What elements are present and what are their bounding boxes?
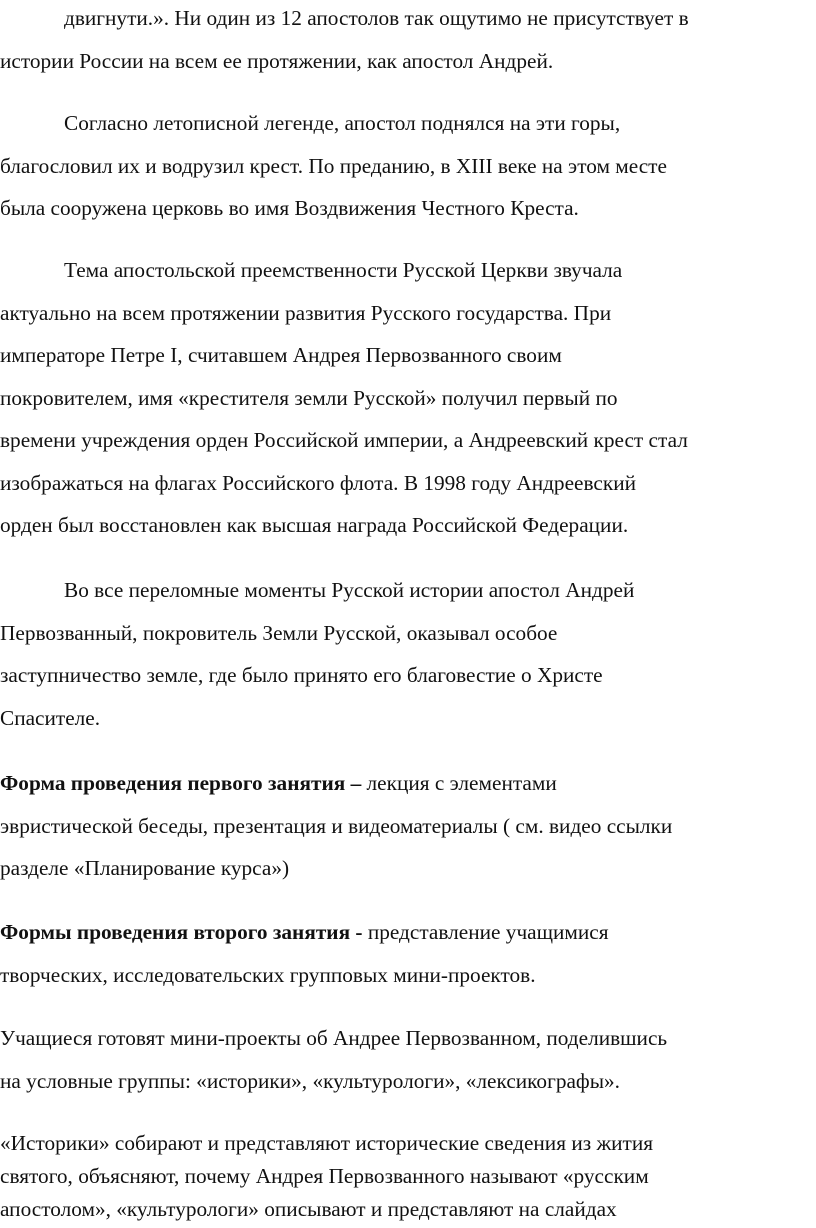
paragraph (0, 1127, 816, 1226)
paragraph (0, 0, 816, 82)
text-line: актуально на всем протяжении развития Русского государства. При (0, 300, 612, 325)
text-line: императоре Петре I, считавшем Андрея Первозванного своим (0, 343, 562, 367)
text-line (0, 762, 816, 805)
paragraph-second-lesson-form (0, 911, 816, 996)
text-line: разделе «Планирование курса») (0, 856, 290, 880)
text-line: на условные группы: «историки», «культурологи», «лексикографы». (0, 1068, 621, 1093)
text-run: представление учащимися (362, 920, 609, 944)
text-line: изображаться на флагах Российского флота. В 1998 году Андреевский (0, 470, 637, 495)
text-line: Тема апостольской преемственности Русской Церкви звучала (64, 258, 623, 282)
paragraph (0, 1017, 816, 1102)
paragraph (0, 102, 816, 230)
text-line: Спасителе. (0, 705, 101, 730)
text-line: покровителем, имя «крестителя земли Русской» получил первый по (0, 385, 618, 410)
paragraph-mini-projects (0, 1017, 816, 1102)
text-line: заступничество земле, где было принято его благовестие о Христе (0, 663, 603, 687)
paragraph-continuation (0, 0, 816, 82)
text-line: Согласно летописной легенде, апостол поднялся на эти горы, (64, 111, 621, 135)
text-line: апостолом», «культурологи» описывают и представляют на слайдах (0, 1197, 617, 1221)
text-line: святого, объясняют, почему Андрея Первозванного называют «русским (0, 1164, 649, 1188)
text-line: орден был восстановлен как высшая награда Российской Федерации. (0, 513, 629, 537)
text-line: истории России на всем ее протяжении, как апостол Андрей. (0, 48, 554, 73)
text-line: творческих, исследовательских групповых мини-проектов. (0, 962, 536, 987)
text-line: благословил их и водрузил крест. По преданию, в XIII веке на этом месте (0, 153, 667, 178)
paragraph (0, 249, 816, 547)
text-line: двигнути.». Ни один из 12 апостолов так ощутимо не присутствует в (64, 6, 689, 30)
paragraph (0, 762, 816, 890)
text-line (0, 911, 816, 954)
text-line: Учащиеся готовят мини-проекты об Андрее Первозванном, поделившись (0, 1026, 668, 1050)
paragraph-first-lesson-form (0, 762, 816, 890)
text-line: была сооружена церковь во имя Воздвижения Честного Креста. (0, 196, 579, 220)
text-run: лекция с элементами (361, 771, 557, 795)
paragraph-legend (0, 102, 816, 230)
paragraph-turning-points (0, 569, 816, 739)
paragraph (0, 911, 816, 996)
text-line: времени учреждения орден Российской империи, а Андреевский крест стал (0, 428, 688, 452)
paragraph (0, 569, 816, 739)
paragraph-historians (0, 1127, 816, 1226)
bold-heading: Форма проведения первого занятия – (0, 771, 362, 795)
text-line: «Историки» собирают и представляют исторические сведения из жития (0, 1131, 654, 1155)
bold-heading: Формы проведения второго занятия - (0, 920, 363, 944)
text-line: Первозванный, покровитель Земли Русской, оказывал особое (0, 620, 558, 645)
text-line: эвристической беседы, презентация и видеоматериалы ( см. видео ссылки (0, 813, 673, 838)
text-line: Во все переломные моменты Русской истории апостол Андрей (64, 578, 635, 602)
paragraph-apostolic-succession (0, 249, 816, 547)
